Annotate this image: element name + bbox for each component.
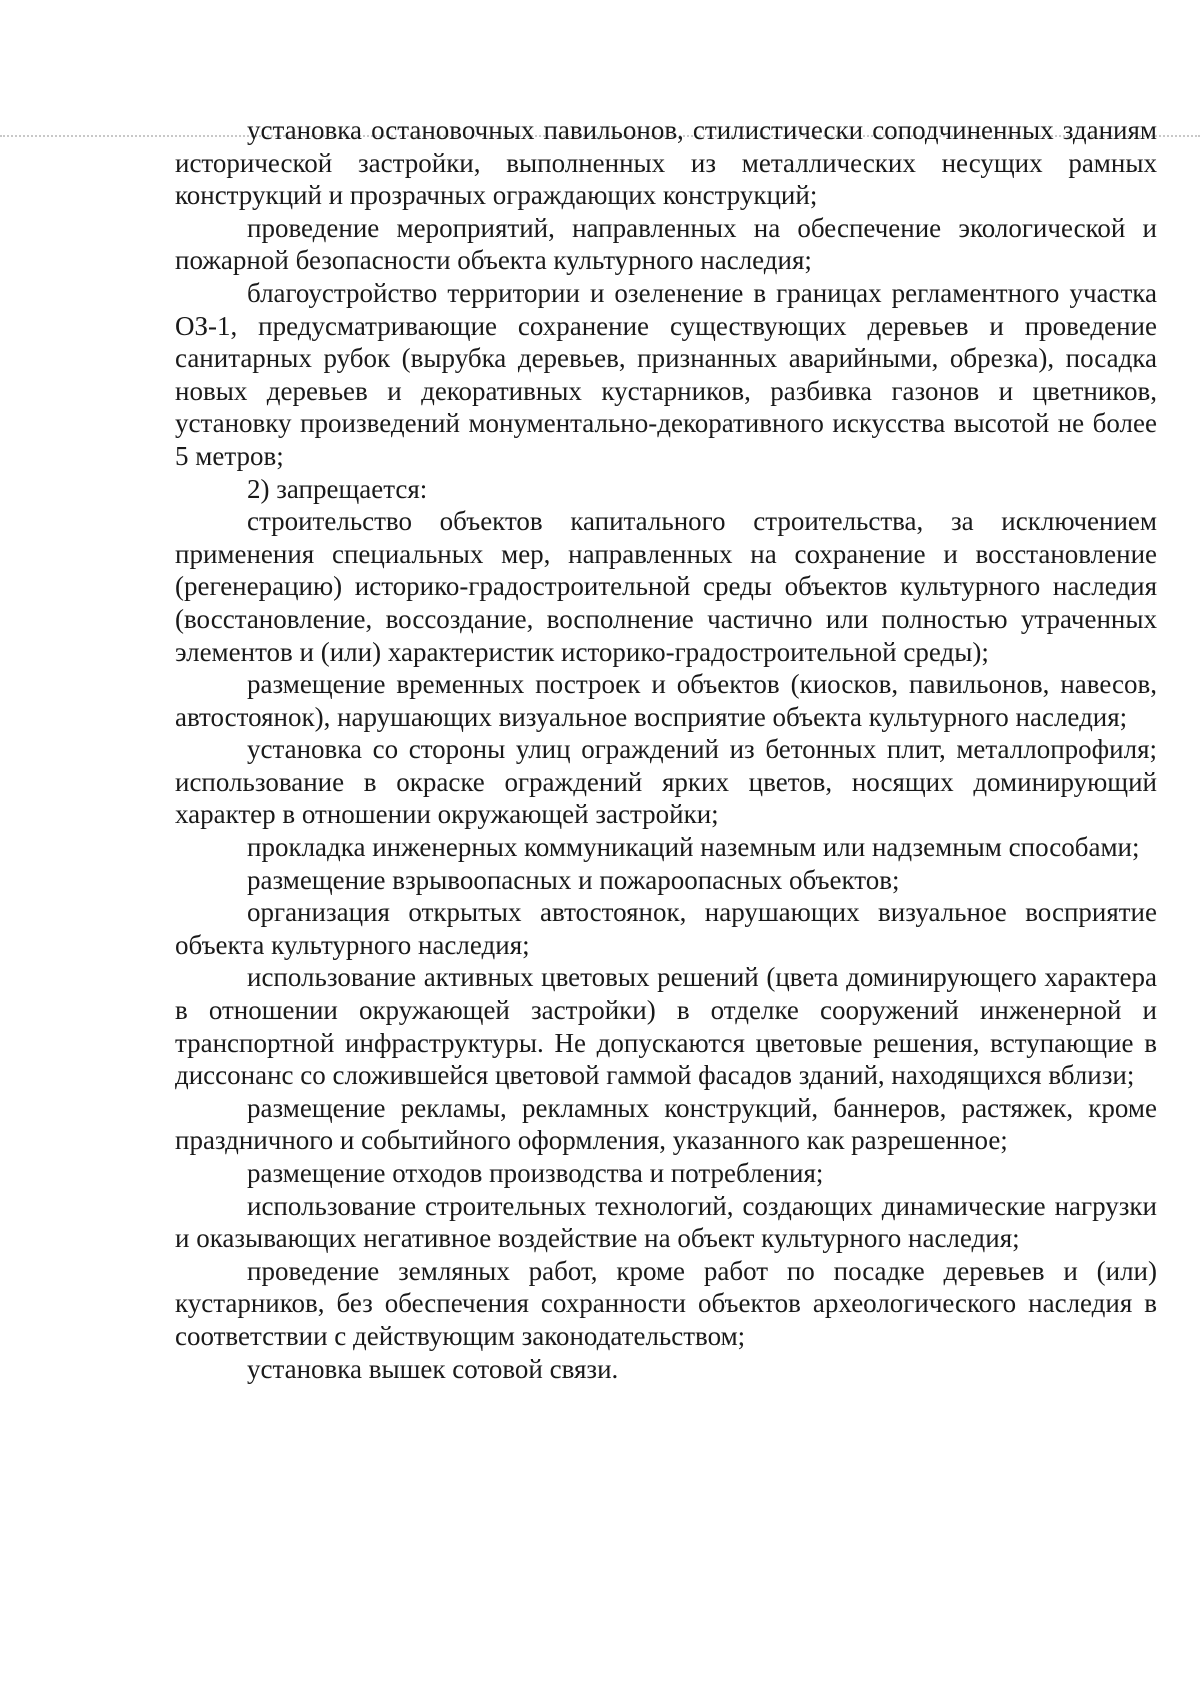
paragraph: установка остановочных павильонов, стилистически соподчиненных зданиям исторической застройки, выполненных из металлических несущих рамных конструкций и прозрачных ограждающих конструкций; bbox=[175, 115, 1157, 211]
paragraph: строительство объектов капитального строительства, за исключением применения специальных мер, направленных на сохранение и восстановление (регенерацию) историко-градостроительной среды объектов культурного наследия (восстановление, воссоздание, восполнение частично или полностью утраченных элементов и (или) характеристик историко-градостроительной среды); bbox=[175, 506, 1157, 667]
paragraph: установка со стороны улиц ограждений из бетонных плит, металлопрофиля; использование в окраске ограждений ярких цветов, носящих доминирующий характер в отношении окружающей застройки; bbox=[175, 734, 1157, 830]
paragraph: благоустройство территории и озеленение в границах регламентного участка ОЗ-1, предусматривающие сохранение существующих деревьев и проведение санитарных рубок (вырубка деревьев, признанных аварийными, обрезка), посадка новых деревьев и декоративных кустарников, разбивка газонов и цветников, установку произведений монументально-декоративного искусства высотой не более 5 метров; bbox=[175, 277, 1157, 471]
paragraph: размещение временных построек и объектов (киосков, павильонов, навесов, автостоянок), нарушающих визуальное восприятие объекта культурного наследия; bbox=[175, 669, 1157, 732]
paragraph: проведение мероприятий, направленных на обеспечение экологической и пожарной безопасности объекта культурного наследия; bbox=[175, 212, 1157, 276]
paragraph: установка вышек сотовой связи. bbox=[247, 1353, 619, 1384]
paragraph: размещение рекламы, рекламных конструкций, баннеров, растяжек, кроме праздничного и событийного оформления, указанного как разрешенное; bbox=[175, 1092, 1157, 1156]
paragraph: использование активных цветовых решений (цвета доминирующего характера в отношении окружающей застройки) в отделке сооружений инженерной и транспортной инфраструктуры. Не допускаются цветовые решения, вступающие в диссонанс со сложившейся цветовой гаммой фасадов зданий, находящихся вблизи; bbox=[175, 962, 1157, 1091]
section-heading: 2) запрещается: bbox=[247, 473, 428, 504]
paragraph: прокладка инженерных коммуникаций наземным или надземным способами; bbox=[247, 832, 1140, 863]
paragraph: использование строительных технологий, создающих динамические нагрузки и оказывающих негативное воздействие на объект культурного наследия; bbox=[175, 1190, 1157, 1254]
document-body bbox=[175, 114, 1157, 1385]
paragraph: проведение земляных работ, кроме работ по посадке деревьев и (или) кустарников, без обеспечения сохранности объектов археологического наследия в соответствии с действующим законодательством; bbox=[175, 1255, 1157, 1351]
paragraph: организация открытых автостоянок, нарушающих визуальное восприятие объекта культурного наследия; bbox=[175, 897, 1157, 960]
paragraph: размещение взрывоопасных и пожароопасных объектов; bbox=[247, 864, 900, 895]
paragraph: размещение отходов производства и потребления; bbox=[247, 1158, 824, 1188]
